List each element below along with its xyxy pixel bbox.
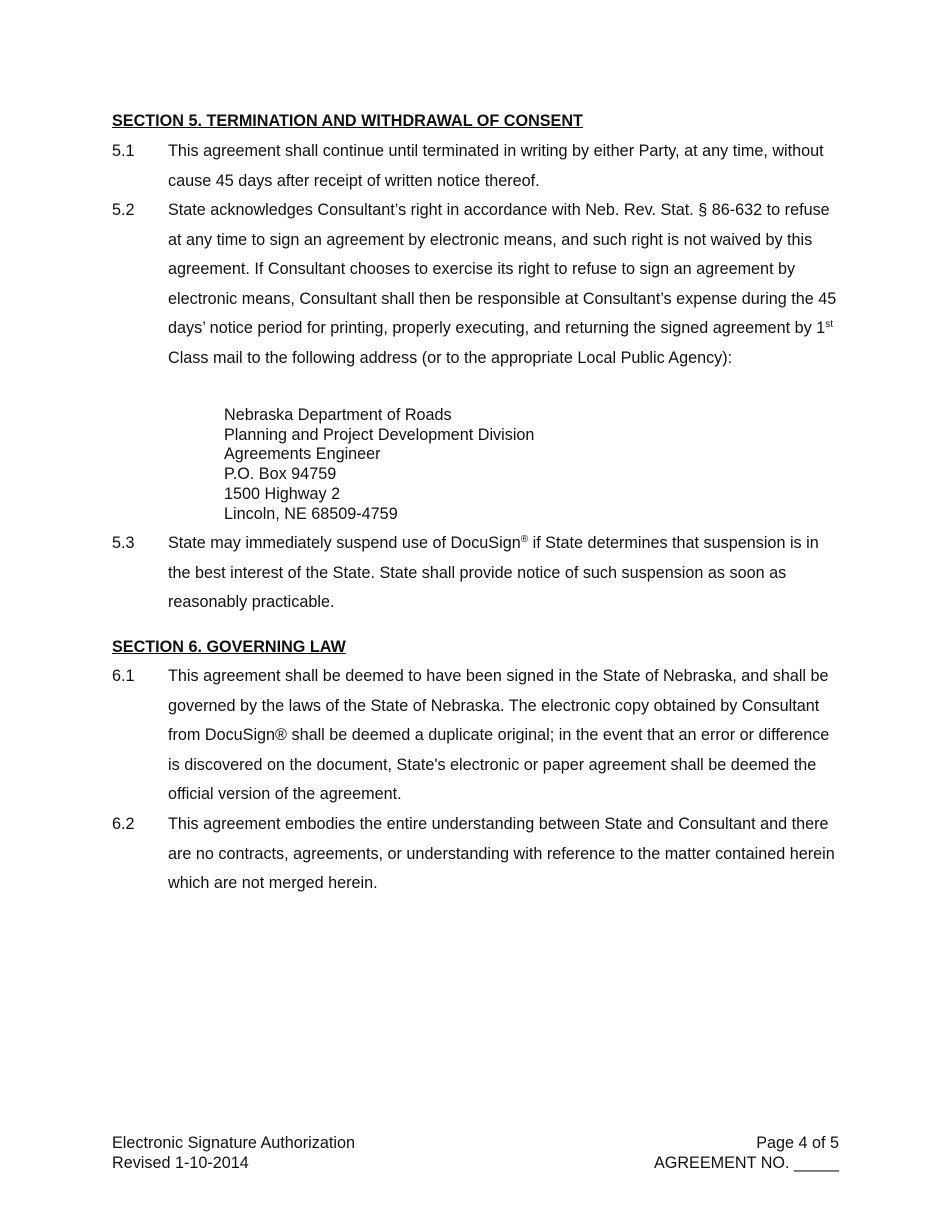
clause-number: 5.2 xyxy=(112,201,135,219)
clause-text xyxy=(168,196,842,373)
clause-text-part: if State determines that suspension is in the best interest of the State. State shall provide notice of such suspension as soon as reasonably practicable. xyxy=(168,534,819,611)
section-5-heading: SECTION 5. TERMINATION AND WITHDRAWAL OF CONSENT xyxy=(112,112,583,130)
address-line: Lincoln, NE 68509-4759 xyxy=(224,504,398,523)
clause-text: This agreement embodies the entire understanding between State and Consultant and there are no contracts, agreements, or understanding with reference to the matter contained herein which are not merged herein. xyxy=(168,815,835,892)
clause-5-2 xyxy=(112,196,842,373)
clause-5-1 xyxy=(112,137,842,196)
footer-revised: Revised 1-10-2014 xyxy=(112,1153,249,1172)
clause-number: 6.2 xyxy=(112,815,135,833)
address-line: Planning and Project Development Division xyxy=(224,425,535,444)
clause-text: This agreement shall continue until terminated in writing by either Party, at any time, without cause 45 days after receipt of written notice thereof. xyxy=(168,142,824,190)
clause-text-part: Class mail to the following address (or to the appropriate Local Public Agency): xyxy=(168,348,733,367)
clause-6-1 xyxy=(112,662,842,810)
clause-text xyxy=(168,529,842,618)
clause-text: This agreement shall be deemed to have been signed in the State of Nebraska, and shall be governed by the laws of the State of Nebraska. The electronic copy obtained by Consultant from DocuSign® shall be deemed a duplicate original; in the event that an error or difference is discovered on the document, State's electronic or paper agreement shall be deemed the official version of the agreement. xyxy=(168,667,830,803)
superscript: ® xyxy=(520,534,529,545)
clause-number: 6.1 xyxy=(112,667,135,685)
address-line: Nebraska Department of Roads xyxy=(224,406,452,424)
clause-text-part: State acknowledges Consultant’s right in accordance with Neb. Rev. Stat. § 86-632 to refuse at any time to sign an agreement by electronic means, and such right is not waived by this agreement. If Consultant chooses to exercise its right to refuse to sign an agreement by electronic means, Consultant shall then be responsible at Consultant’s expense during the 45 days’ notice period for printing, properly executing, and returning the signed agreement by 1 xyxy=(168,201,837,337)
page-number: Page 4 of 5 xyxy=(756,1134,839,1152)
clause-number: 5.3 xyxy=(112,534,135,552)
section-6-heading: SECTION 6. GOVERNING LAW xyxy=(112,638,346,656)
footer-right xyxy=(654,1134,839,1173)
clause-5-3 xyxy=(112,529,842,618)
clause-text-part: State may immediately suspend use of DocuSign xyxy=(168,534,521,552)
agreement-number: AGREEMENT NO. _____ xyxy=(653,1153,839,1172)
clause-number: 5.1 xyxy=(112,142,135,160)
footer-title: Electronic Signature Authorization xyxy=(112,1134,355,1152)
mailing-address xyxy=(224,406,534,524)
superscript: st xyxy=(825,319,833,330)
clause-6-2 xyxy=(112,810,842,899)
address-line: 1500 Highway 2 xyxy=(224,484,341,503)
address-line: P.O. Box 94759 xyxy=(224,465,337,484)
address-line: Agreements Engineer xyxy=(224,445,381,464)
footer-left xyxy=(112,1134,355,1173)
